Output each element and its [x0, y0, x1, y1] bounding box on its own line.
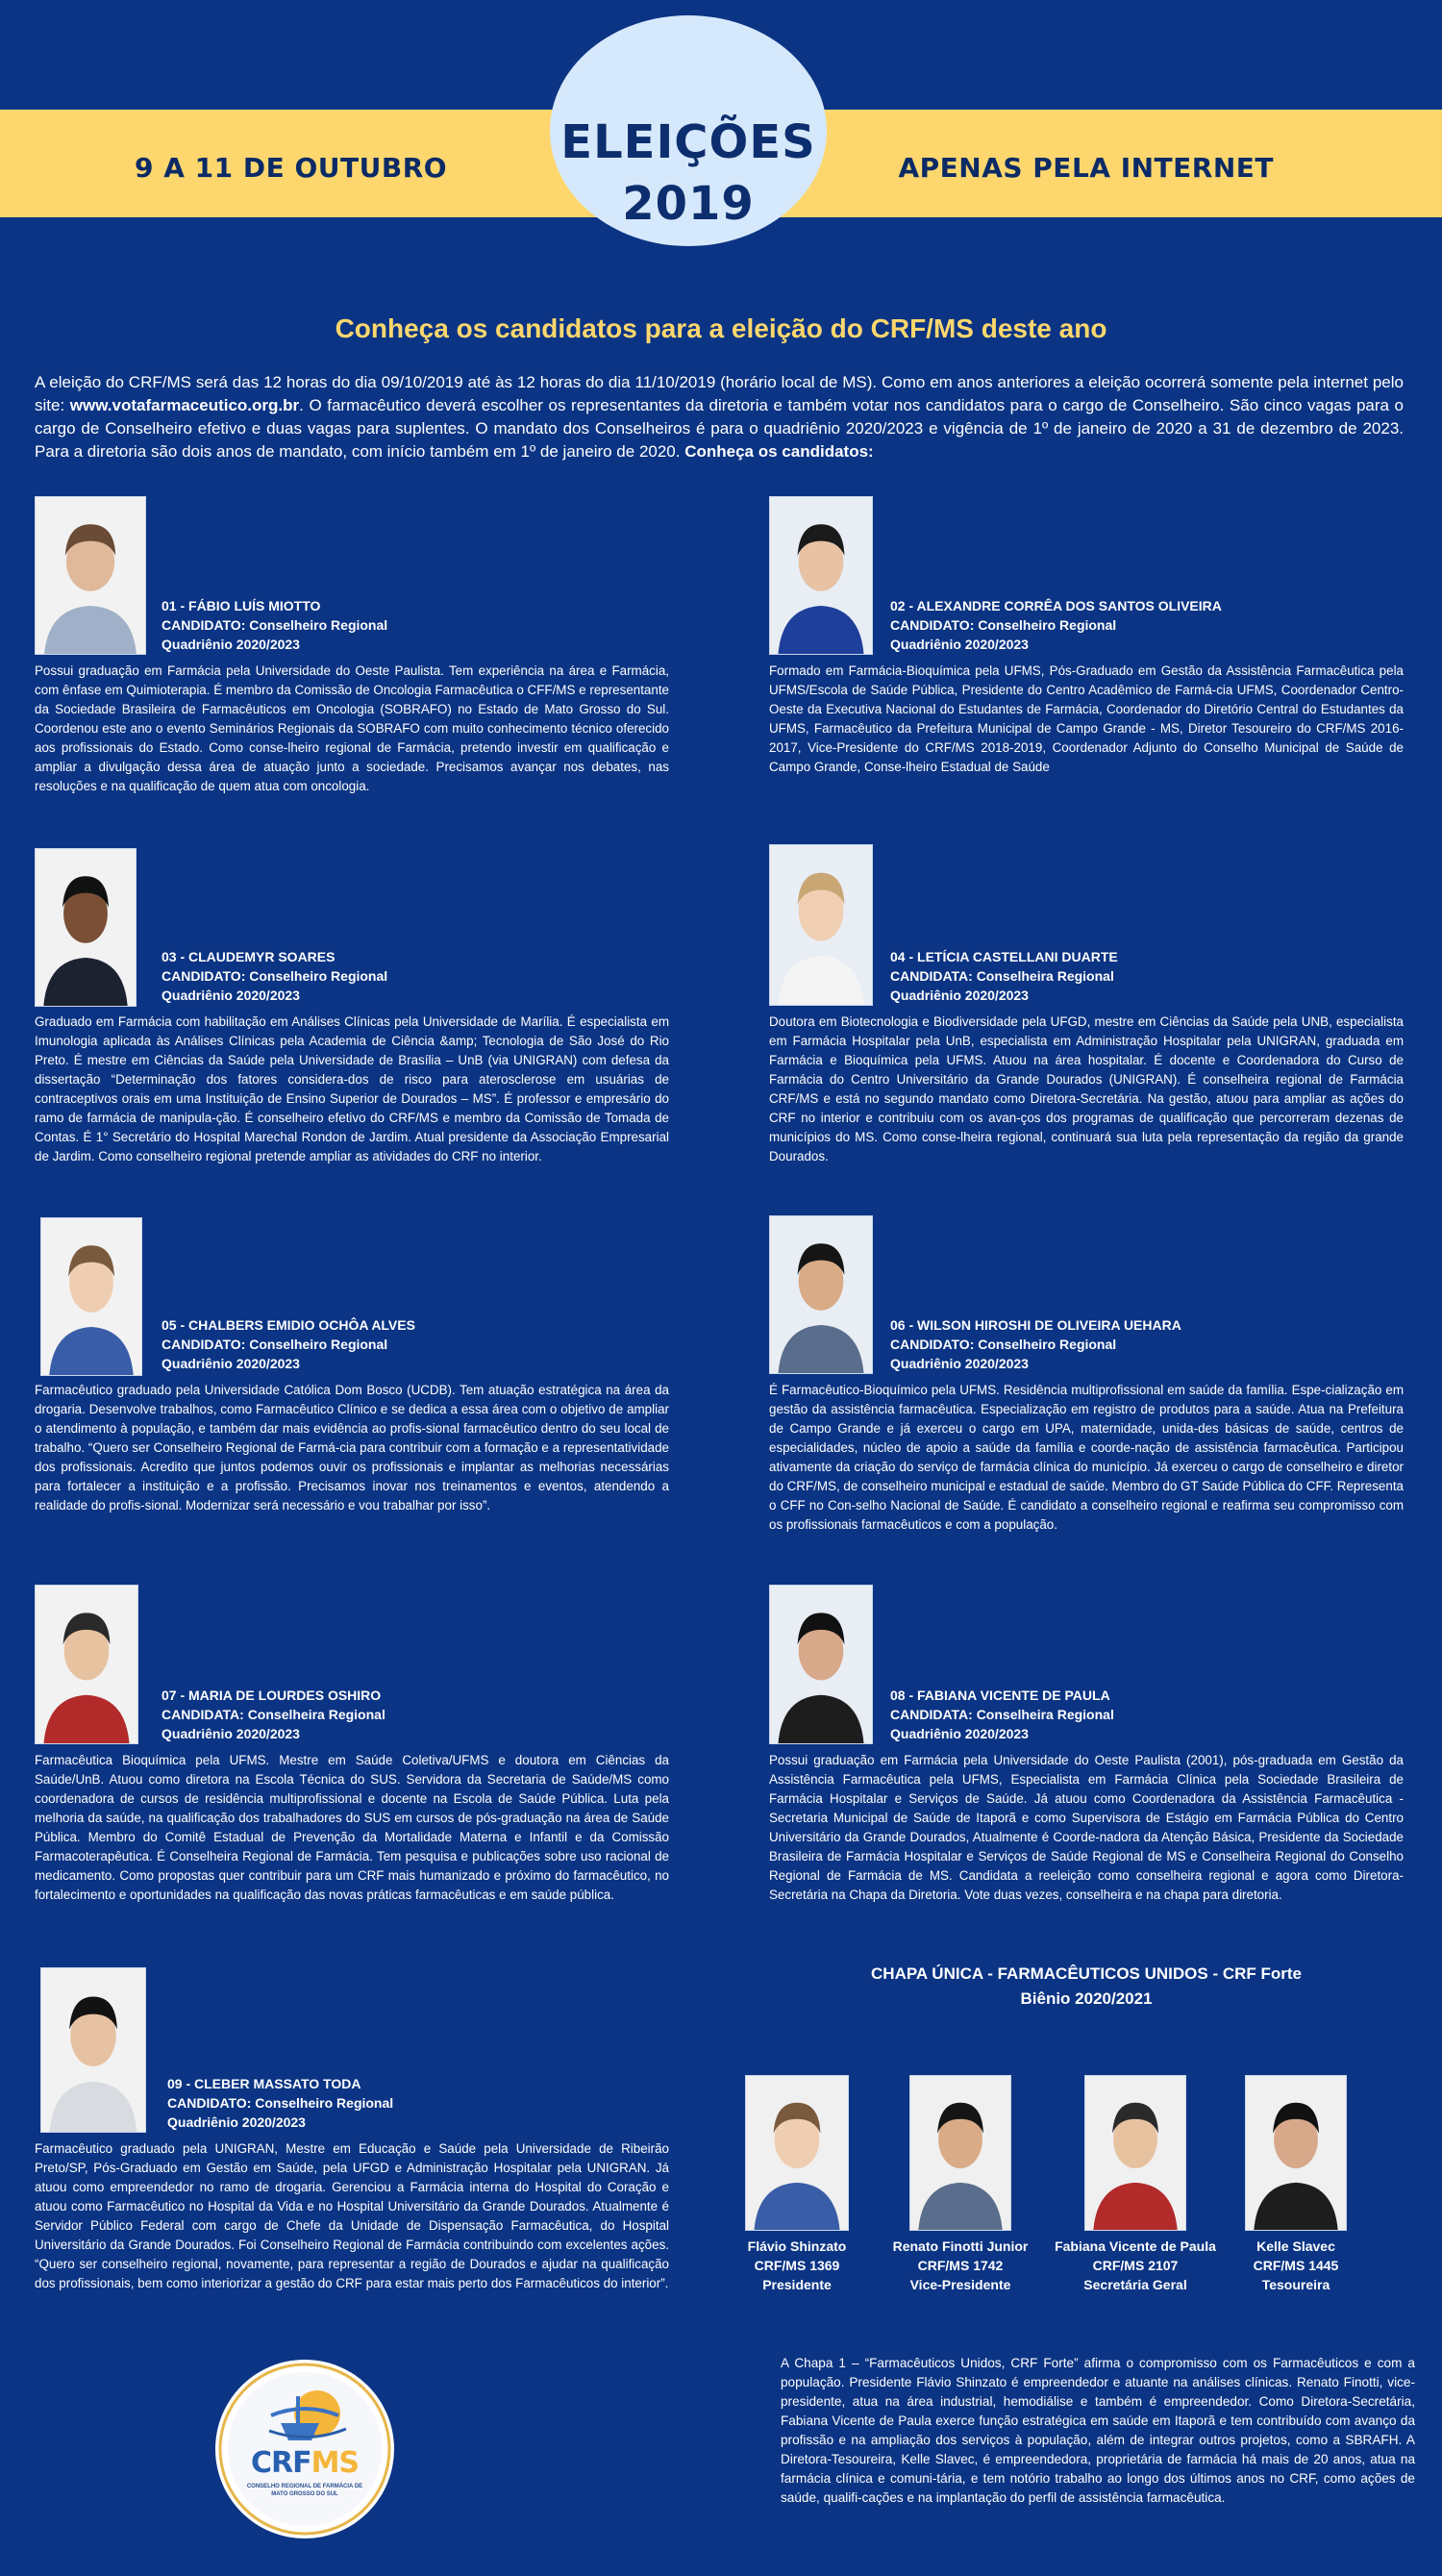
candidate-role: CANDIDATO: Conselheiro Regional	[162, 1337, 388, 1352]
candidate-photo	[769, 1215, 873, 1374]
election-dates: 9 A 11 DE OUTUBRO	[135, 152, 448, 184]
candidate-heading	[890, 596, 1222, 654]
member-role: Presidente	[762, 2277, 832, 2292]
candidate-term: Quadriênio 2020/2023	[890, 1356, 1029, 1371]
logo-name-crf: CRF	[250, 2446, 311, 2480]
member-photo	[1084, 2075, 1186, 2231]
candidate-heading	[162, 1686, 385, 1743]
member-crf: CRF/MS 1369	[754, 2258, 840, 2273]
chapa-member	[1209, 2075, 1382, 2294]
chapa-title	[769, 1962, 1404, 2012]
member-photo	[745, 2075, 849, 2231]
intro-part1: A eleição do CRF/MS será das 12 horas do dia 09/10/2019 até às 12 horas do dia 11/10/2019 (horário local de MS). Como em anos anteriores a eleição ocorrerá somente pela internet pelo site:	[35, 373, 1404, 414]
candidate-role: CANDIDATO: Conselheiro Regional	[890, 617, 1117, 633]
member-caption	[1209, 2237, 1382, 2294]
candidate-name: 04 - LETÍCIA CASTELLANI DUARTE	[890, 949, 1118, 964]
candidate-photo	[769, 496, 873, 655]
logo-subtitle: CONSELHO REGIONAL DE FARMÁCIA DE MATO GROSSO DO SUL	[246, 2484, 363, 2497]
candidate-heading	[162, 596, 387, 654]
title-year: 2019	[622, 177, 755, 231]
member-crf: CRF/MS 1445	[1253, 2258, 1339, 2273]
candidate-term: Quadriênio 2020/2023	[162, 637, 300, 652]
member-name: Flávio Shinzato	[747, 2238, 847, 2254]
candidate-name: 05 - CHALBERS EMIDIO OCHÔA ALVES	[162, 1317, 415, 1333]
logo-name	[213, 2446, 396, 2480]
candidate-bio: Farmacêutica Bioquímica pela UFMS. Mestre em Saúde Coletiva/UFMS e doutora em Ciências da Saúde/UnB. Atuou como diretora na Escola Técnica do SUS. Servidora da Secretaria de Saúde/MS como coordenadora de cursos de residência multiprofissional e docente na Escola de Saúde Pública. Luta pela melhoria da saúde, na qualificação dos trabalhadores do SUS em cursos de pós-graduação na área de Saúde Pública. Membro do Comitê Estadual de Prevenção da Mortalidade Materna e Infantil e da Comissão Farmacoterapêutica. É Conselheira Regional de Farmácia. Tem pesquisa e publicações sobre uso racional de medicamento. Como propostas quer contribuir para um CRF mais humanizado e próximo do farmacêutico, no fortalecimento e oportunidades na qualificação das novas práticas farmacêuticas e em saúde pública.	[35, 1753, 669, 1902]
page-headline: Conheça os candidatos para a eleição do CRF/MS deste ano	[335, 313, 1107, 343]
member-role: Vice-Presidente	[909, 2277, 1011, 2292]
candidate-bio: Doutora em Biotecnologia e Biodiversidade pela UFGD, mestre em Ciências da Saúde pela UNB, especialista em Farmácia Hospitalar pela UnB, especialista em Administração Hospitalar pela UNIGRAN, graduada em Farmácia e Bioquímica pela UFMS. Atuou na área hospitalar. É docente e Coordenadora do Curso de Farmácia do Centro Universitário da Grande Dourados (UNIGRAN). É conselheira regional de Farmácia CRF/MS e está no segundo mandato como Diretora-Secretária. Na gestão, atuou para ampliar as ações do CRF no interior e contribuiu com os avan-ços dos programas de qualificação que percorreram dezenas de municípios do MS. Como conse-lheira regional, continuará sua luta pela representação da região da grande Dourados.	[769, 1014, 1404, 1163]
intro-closing: Conheça os candidatos:	[684, 442, 874, 461]
member-name: Renato Finotti Junior	[892, 2238, 1029, 2254]
candidate-role: CANDIDATO: Conselheiro Regional	[890, 1337, 1117, 1352]
member-crf: CRF/MS 2107	[1092, 2258, 1179, 2273]
candidate-term: Quadriênio 2020/2023	[890, 637, 1029, 652]
candidate-term: Quadriênio 2020/2023	[890, 988, 1029, 1003]
candidate-name: 08 - FABIANA VICENTE DE PAULA	[890, 1688, 1110, 1703]
candidate-name: 06 - WILSON HIROSHI DE OLIVEIRA UEHARA	[890, 1317, 1181, 1333]
candidate-photo	[35, 496, 146, 655]
member-photo	[909, 2075, 1011, 2231]
candidate-role: CANDIDATA: Conselheira Regional	[162, 1707, 385, 1722]
member-crf: CRF/MS 1742	[917, 2258, 1004, 2273]
candidate-role: CANDIDATO: Conselheiro Regional	[162, 617, 388, 633]
candidate-name: 03 - CLAUDEMYR SOARES	[162, 949, 336, 964]
member-role: Tesoureira	[1261, 2277, 1330, 2292]
candidate-name: 02 - ALEXANDRE CORRÊA DOS SANTOS OLIVEIRA	[890, 598, 1222, 613]
candidate-name: 01 - FÁBIO LUÍS MIOTTO	[162, 598, 321, 613]
candidate-role: CANDIDATA: Conselheira Regional	[890, 1707, 1114, 1722]
intro-part2: . O farmacêutico deverá escolher os representantes da diretoria e também votar nos candidatos para o cargo de Conselheiro. São cinco vagas para o cargo de Conselheiro efetivo e duas vagas para suplentes. O mandato dos Conselheiros é para o quadriênio 2020/2023 e vigência de 1º de janeiro de 2020 a 31 de dezembro de 2023. Para a diretoria são dois anos de mandato, com início também em 1º de janeiro de 2020.	[35, 396, 1405, 461]
candidate-term: Quadriênio 2020/2023	[162, 988, 300, 1003]
intro-paragraph	[35, 371, 1404, 463]
candidate-heading	[162, 1315, 415, 1373]
title-elections: ELEIÇÕES	[560, 115, 816, 169]
title-circle	[550, 15, 827, 246]
candidate-name: 07 - MARIA DE LOURDES OSHIRO	[162, 1688, 382, 1703]
candidate-term: Quadriênio 2020/2023	[167, 2114, 306, 2130]
member-caption	[874, 2237, 1047, 2294]
member-name: Fabiana Vicente de Paula	[1055, 2238, 1216, 2254]
member-caption	[710, 2237, 883, 2294]
chapa-member	[710, 2075, 883, 2294]
candidate-role: CANDIDATO: Conselheiro Regional	[162, 968, 388, 984]
candidate-bio: Graduado em Farmácia com habilitação em Análises Clínicas pela Universidade de Marília. É especialista em Imunologia aplicada às Análises Clínicas pela Academia de Ciência &amp; Tecnologia de São José do Rio Preto. É mestre em Ciências da Saúde pela Universidade de Brasília – UnB (via UNIGRAN) com defesa da dissertação “Determinação dos fatores considera-dos de risco para aterosclerose em usuárias de contraceptivos orais em uma Instituição de Ensino Superior de Dourados – MS”. É professor e empresário do ramo de farmácia de manipula-ção. É conselheiro efetivo do CRF/MS e membro da Comissão de Tomada de Contas. É 1° Secretário do Hospital Marechal Rondon de Jardim. Atual presidente da Associação Empresarial de Jardim. Como conselheiro regional pretende ampliar as atividades do CRF no interior.	[35, 1014, 669, 1163]
candidate-heading	[890, 1315, 1181, 1373]
candidate-photo	[40, 1217, 142, 1376]
member-photo	[1245, 2075, 1347, 2231]
candidate-heading	[890, 947, 1118, 1005]
candidate-term: Quadriênio 2020/2023	[162, 1356, 300, 1371]
internet-only-note: APENAS PELA INTERNET	[898, 152, 1274, 184]
candidate-bio: Possui graduação em Farmácia pela Universidade do Oeste Paulista. Tem experiência na área e Farmácia, com ênfase em Quimioterapia. É membro da Comissão de Oncologia Farmacêutica o CFF/MS e representante da Sociedade Brasileira de Farmacêuticos em Oncologia (SOBRAFO) no Estado de Mato Grosso do Sul. Coordenou este ano o evento Seminários Regionais da SOBRAFO com muito conhecimento técnico oferecido aos profissionais do Estado. Como conse-lheiro regional de Farmácia, pretendo investir em qualificação e ampliar a divulgação dessa área de atuação junto a sociedade. Precisamos avançar nos debates, nas resoluções e na qualificação de quem atua com oncologia.	[35, 663, 669, 793]
candidate-bio: Farmacêutico graduado pela Universidade Católica Dom Bosco (UCDB). Tem atuação estratégica na área da drogaria. Desenvolve trabalhos, como Farmacêutico Clínico e se dedica a essa área com o objetivo de ampliar o atendimento à população, e também dar mais evidência ao profis-sional farmacêutico dentro do seu local de trabalho. “Quero ser Conselheiro Regional de Farmá-cia para contribuir com a formação e a representatividade dos profissionais. Acredito que juntos podemos ouvir os profissionais e implantar as melhorias necessárias para fortalecer a instituição e a profissão. Precisamos inovar nos treinamentos e eventos, atendendo a realidade do profis-sional. Modernizar será necessário e vou trabalhar por isso”.	[35, 1383, 669, 1513]
member-role: Secretária Geral	[1083, 2277, 1187, 2292]
candidate-role: CANDIDATO: Conselheiro Regional	[167, 2095, 394, 2111]
member-name: Kelle Slavec	[1256, 2238, 1335, 2254]
chapa-member	[874, 2075, 1047, 2294]
logo-name-ms: MS	[311, 2446, 360, 2480]
chapa-member	[1049, 2075, 1222, 2294]
candidate-bio: Farmacêutico graduado pela UNIGRAN, Mestre em Educação e Saúde pela Universidade de Ribeirão Preto/SP, Pós-Graduado em Gestão em Saúde, pela UFGD e Administração Hospitalar pela UNIGRAN. Já atuou como empreendedor no ramo de drogaria. Gerenciou a Farmácia interna do Hospital do Coração e atuou como Farmacêutico no Hospital da Vida e no Hospital Universitário da Grande Dourados. Atualmente é Servidor Público Federal com cargo de Chefe da Unidade de Dispensação Farmacêutica, do Hospital Universitário da Grande Dourados. Foi Conselheiro Regional de Farmácia contribuindo com excelentes ações. “Quero ser conselheiro regional, novamente, para representar a região de Dourados e ajudar na qualificação dos profissionais, bem como interiorizar a gestão do CRF para estar mais perto dos Farmacêuticos do interior”.	[35, 2141, 669, 2290]
chapa-title-line1: CHAPA ÚNICA - FARMACÊUTICOS UNIDOS - CRF Forte	[871, 1964, 1302, 1983]
crf-ms-logo	[213, 2358, 396, 2540]
candidate-photo	[40, 1967, 146, 2133]
candidate-term: Quadriênio 2020/2023	[162, 1726, 300, 1741]
chapa-description: A Chapa 1 – “Farmacêuticos Unidos, CRF Forte” afirma o compromisso com os Farmacêuticos e com a população. Presidente Flávio Shinzato é empreendedor e atuante na análises clínicas. Renato Finotti, vice-presidente, atua na área industrial, hemodiálise e também é empreendedor. Como Diretora-Secretária, Fabiana Vicente de Paula exerce função estratégica em saúde em Itaporã e tem contribuído com avanço da profissão e na ampliação dos serviços à população, além de integrar outros projetos, como a SBRAFH. A Diretora-Tesoureira, Kelle Slavec, é empreendedora, proprietária de farmácia há mais de 20 anos, atua na farmácia clínica e comuni-tária, e tem notório trabalho ao longo dos últimos anos no CRF, como ações de saúde, qualifi-cações e na implantação do perfil de assistência farmacêutica.	[781, 2356, 1415, 2505]
candidate-bio: Formado em Farmácia-Bioquímica pela UFMS, Pós-Graduado em Gestão da Assistência Farmacêutica pela UFMS/Escola de Saúde Pública, Presidente do Centro Acadêmico de Farmá-cia UFMS, Coordenador Centro-Oeste da Executiva Nacional do Estudantes de Farmácia, Coordenador do Diretório Central do Estudantes da UFMS, Farmacêutico da Prefeitura Municipal de Campo Grande - MS, Diretor Tesoureiro do CRF/MS 2016-2017, Vice-Presidente do CRF/MS 2018-2019, Coordenador Adjunto do Conselho Municipal de Saúde de Campo Grande, Conse-lheiro Estadual de Saúde	[769, 663, 1404, 774]
candidate-photo	[769, 844, 873, 1006]
candidate-term: Quadriênio 2020/2023	[890, 1726, 1029, 1741]
candidate-heading	[162, 947, 387, 1005]
candidate-heading	[890, 1686, 1114, 1743]
vote-site-link[interactable]: www.votafarmaceutico.org.br	[69, 396, 300, 414]
candidate-bio: Possui graduação em Farmácia pela Universidade do Oeste Paulista (2001), pós-graduada em Gestão da Assistência Farmacêutica pela UFMS, Especialista em Farmácia Clínica pela Sociedade Brasileira de Farmácia Hospitalar e Serviços de Saúde. Já atuou como Coordenadora da Assistência Farmacêutica - Secretaria Municipal de Saúde de Itaporã e como Supervisora de Estágio em Farmácia Pública do Centro Universitário da Grande Dourados, Atualmente é Coorde-nadora da Atenção Básica, Presidente da Sociedade Brasileira de Farmácia Hospitalar e Serviços de Saúde Regional de MS e Conselheira Regional do Conselho Regional de Farmácia de MS. Candidata a reeleição como conselheira regional e agora como Diretora-Secretária na Chapa da Diretoria. Vote duas vezes, conselheira e na chapa para diretoria.	[769, 1753, 1404, 1902]
candidate-name: 09 - CLEBER MASSATO TODA	[167, 2076, 361, 2091]
candidate-photo	[35, 1585, 138, 1744]
member-caption	[1049, 2237, 1222, 2294]
candidate-role: CANDIDATA: Conselheira Regional	[890, 968, 1114, 984]
candidate-photo	[35, 848, 137, 1007]
candidate-heading	[167, 2074, 393, 2132]
candidate-photo	[769, 1585, 873, 1744]
candidate-bio: É Farmacêutico-Bioquímico pela UFMS. Residência multiprofissional em saúde da família. Espe-cialização em gestão da assistência farmacêutica. Especialização em registro de produtos para a saúde. Atua na Prefeitura de Campo Grande e já exerceu o cargo em UPA, maternidade, unida-des básicas de saúde, centros de especialidades, núcleo de apoio a saúde da família e coorde-nação de assistência farmacêutica. Participou ativamente da criação do serviço de farmácia clínica do município. Já exerceu o cargo de conselheiro e diretor do CRF/MS, de conselheiro municipal e estadual de saúde. Membro do GT Saúde Pública do CFF. Representa o CFF no Con-selho Nacional de Saúde. É candidato a conselheiro regional e reafirma seu compromisso com os profissionais farmacêuticos e com a população.	[769, 1383, 1404, 1532]
chapa-term: Biênio 2020/2021	[1020, 1989, 1153, 2008]
